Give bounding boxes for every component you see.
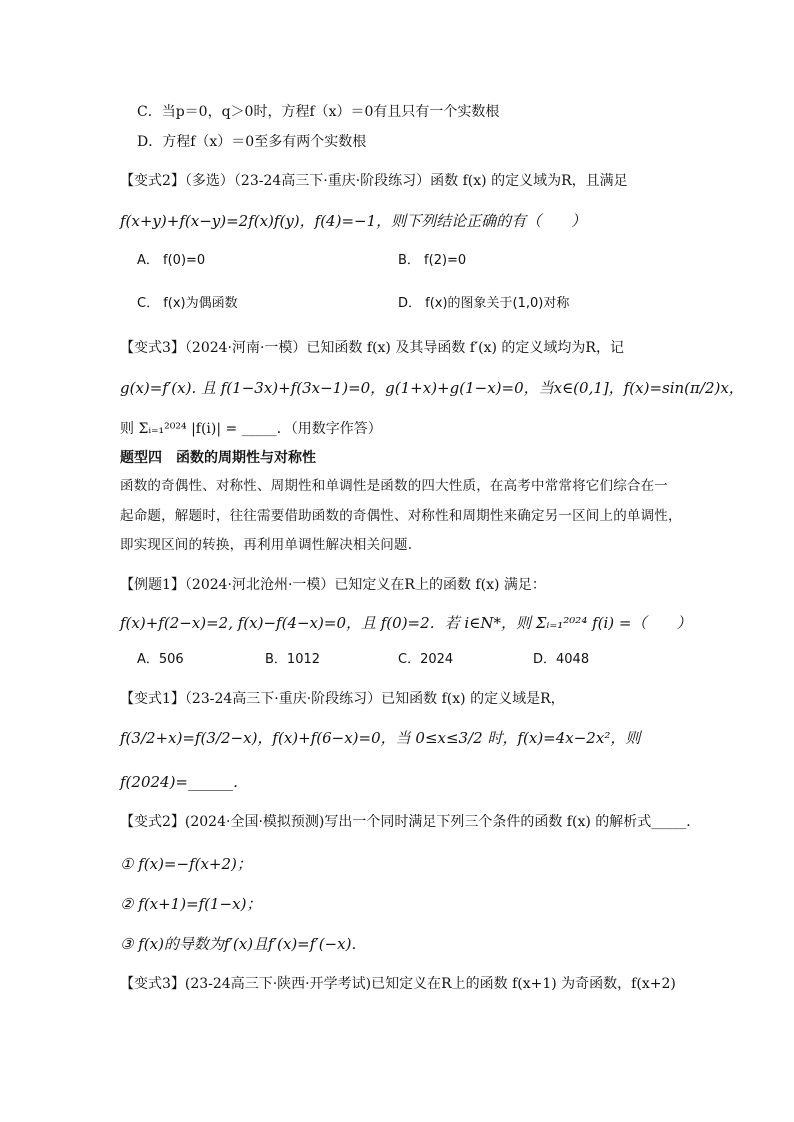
section-title: 题型四 函数的周期性与对称性 xyxy=(120,450,316,466)
example1-option-d: D．4048 xyxy=(533,652,590,667)
example1-stem: 【例题1】（2024·河北沧州·一模）已知定义在R上的函数 f(x) 满足： xyxy=(120,577,546,593)
variant2b-stem: 【变式2】(2024·全国·模拟预测)写出一个同时满足下列三个条件的函数 f(x) 的解析式_____． xyxy=(120,814,701,830)
option-d: D．方程f（x）＝0至多有两个实数根 xyxy=(137,134,367,150)
variant2a-option-d: D． f(x)的图象关于(1,0)对称 xyxy=(398,296,570,311)
variant1-question: f(2024)=______． xyxy=(120,773,248,791)
variant2b-condition-1: ① f(x)=−f(x+2)； xyxy=(120,855,252,873)
variant2a-option-a: A． f(0)=0 xyxy=(137,253,206,268)
variant3a-stem: 【变式3】（2024·河南·一模）已知函数 f(x) 及其导函数 f′(x) 的定义域均为R，记 xyxy=(120,340,624,356)
example1-option-a: A．506 xyxy=(137,652,184,667)
example1-option-c: C．2024 xyxy=(398,652,454,667)
variant3b-stem: 【变式3】(23-24高三下·陕西·开学考试)已知定义在R上的函数 f(x+1) 为奇函数，f(x+2) xyxy=(120,976,676,992)
example1-condition: f(x)+f(2−x)=2, f(x)−f(4−x)=0，且 f(0)=2．若 i∈N*，则 Σᵢ₌₁²⁰²⁴ f(i) =（ ） xyxy=(120,614,692,632)
variant1-condition: f(3/2+x)=f(3/2−x)，f(x)+f(6−x)=0，当 0≤x≤3/2 时，f(x)=4x−2x²，则 xyxy=(120,729,641,747)
example1-option-b: B．1012 xyxy=(265,652,321,667)
section-intro-line-2: 起命题，解题时，往往需要借助函数的奇偶性、对称性和周期性来确定另一区间上的单调性， xyxy=(120,508,682,524)
section-intro-line-3: 即实现区间的转换，再利用单调性解决相关问题. xyxy=(120,537,413,553)
variant2a-stem: 【变式2】（多选）（23-24高三下·重庆·阶段练习）函数 f(x) 的定义域为R，且满足 xyxy=(120,173,628,189)
variant2b-condition-2: ② f(x+1)=f(1−x)； xyxy=(120,895,262,913)
variant3a-condition: g(x)=f′(x). 且 f(1−3x)+f(3x−1)=0，g(1+x)+g(1−x)=0，当x∈(0,1]，f(x)=sin(π/2)x， xyxy=(120,379,744,397)
variant2a-option-c: C． f(x)为偶函数 xyxy=(137,296,238,311)
section-intro-line-1: 函数的奇偶性、对称性、周期性和单调性是函数的四大性质，在高考中常常将它们综合在一 xyxy=(120,478,668,494)
variant2a-option-b: B． f(2)=0 xyxy=(398,253,467,268)
variant2a-condition: f(x+y)+f(x−y)=2f(x)f(y)，f(4)=−1，则下列结论正确的有（ ） xyxy=(120,212,587,230)
variant2b-condition-3: ③ f(x)的导数为f′(x)且f′(x)=f′(−x)． xyxy=(120,935,367,953)
variant3a-question: 则 Σᵢ₌₁²⁰²⁴ |f(i)| = _____．（用数字作答） xyxy=(120,421,382,437)
option-c: C．当p＝0，q＞0时，方程f（x）＝0有且只有一个实数根 xyxy=(137,104,500,120)
variant1-stem: 【变式1】（23-24高三下·重庆·阶段练习）已知函数 f(x) 的定义域是R， xyxy=(120,691,565,707)
